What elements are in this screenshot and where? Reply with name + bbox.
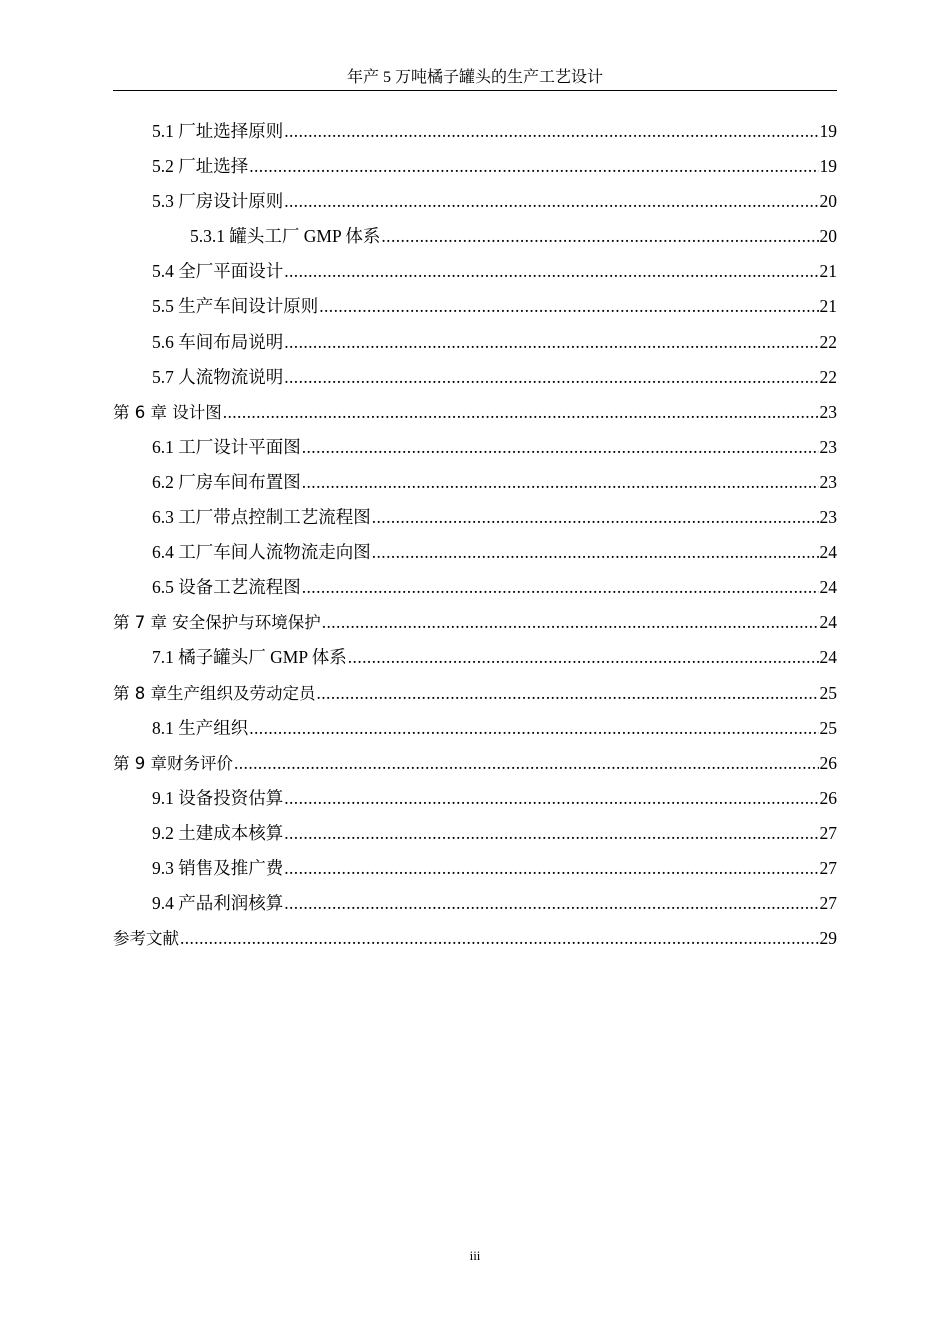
toc-section-entry[interactable] bbox=[113, 855, 837, 890]
toc-entry-label: 6.5 设备工艺流程图 bbox=[152, 577, 301, 598]
toc-section-entry[interactable] bbox=[113, 258, 837, 293]
toc-chapter-entry[interactable] bbox=[113, 750, 837, 785]
toc-dot-leader bbox=[180, 925, 819, 951]
toc-entry-label: 5.3.1 罐头工厂 GMP 体系 bbox=[190, 226, 381, 247]
toc-entry-label: 第 7 章 安全保护与环境保护 bbox=[113, 613, 321, 633]
toc-section-entry[interactable] bbox=[113, 820, 837, 855]
toc-entry-page: 29 bbox=[819, 928, 837, 949]
toc-entry-page: 19 bbox=[819, 121, 837, 141]
toc-entry-page: 24 bbox=[819, 647, 837, 668]
toc-entry-page: 20 bbox=[819, 226, 837, 247]
toc-dot-leader bbox=[302, 434, 819, 460]
toc-entry-page: 23 bbox=[819, 471, 837, 492]
toc-entry-page: 24 bbox=[819, 542, 837, 563]
toc-dot-leader bbox=[302, 469, 819, 495]
toc-dot-leader bbox=[249, 153, 818, 179]
toc-section-entry[interactable] bbox=[113, 890, 837, 925]
toc-chapter-entry[interactable] bbox=[113, 399, 837, 434]
toc-dot-leader bbox=[284, 188, 818, 214]
toc-section-entry[interactable] bbox=[113, 293, 837, 328]
toc-entry-label: 第 8 章生产组织及劳动定员 bbox=[113, 683, 316, 703]
toc-entry-page: 19 bbox=[819, 156, 837, 177]
toc-section-entry[interactable] bbox=[113, 715, 837, 750]
toc-entry-page: 23 bbox=[819, 507, 837, 528]
toc-entry-page: 23 bbox=[819, 401, 837, 422]
toc-entry-page: 26 bbox=[819, 787, 837, 808]
header-divider bbox=[113, 90, 837, 91]
toc-entry-label: 9.1 设备投资估算 bbox=[152, 787, 284, 808]
toc-entry-label: 5.5 生产车间设计原则 bbox=[152, 296, 319, 317]
toc-entry-label: 5.2 厂址选择 bbox=[152, 156, 249, 177]
toc-subsection-entry[interactable] bbox=[113, 223, 837, 258]
toc-entry-label: 6.2 厂房车间布置图 bbox=[152, 471, 301, 492]
toc-entry-label: 7.1 橘子罐头厂 GMP 体系 bbox=[152, 647, 347, 668]
toc-dot-leader bbox=[317, 680, 819, 706]
toc-dot-leader bbox=[284, 364, 818, 390]
toc-section-entry[interactable] bbox=[113, 574, 837, 609]
toc-chapter-entry[interactable] bbox=[113, 609, 837, 644]
toc-section-entry[interactable] bbox=[113, 504, 837, 539]
toc-entry-page: 27 bbox=[819, 857, 837, 878]
toc-entry-label: 9.3 销售及推广费 bbox=[152, 857, 284, 878]
toc-section-entry[interactable] bbox=[113, 644, 837, 679]
toc-entry-label: 6.3 工厂带点控制工艺流程图 bbox=[152, 507, 371, 528]
toc-entry-page: 26 bbox=[819, 752, 837, 773]
toc-entry-label: 9.4 产品利润核算 bbox=[152, 893, 284, 914]
toc-entry-label: 6.4 工厂车间人流物流走向图 bbox=[152, 542, 371, 563]
toc-dot-leader bbox=[319, 293, 818, 319]
toc-dot-leader bbox=[284, 890, 818, 916]
toc-section-entry[interactable] bbox=[113, 118, 837, 153]
running-header-title: 年产 5 万吨橘子罐头的生产工艺设计 bbox=[346, 69, 603, 86]
toc-entry-label: 5.3 厂房设计原则 bbox=[152, 191, 284, 212]
toc-entry-label: 参考文献 bbox=[113, 929, 179, 949]
toc-entry-page: 25 bbox=[819, 682, 837, 703]
toc-entry-label: 8.1 生产组织 bbox=[152, 717, 249, 738]
toc-dot-leader bbox=[372, 539, 819, 565]
toc-section-entry[interactable] bbox=[113, 153, 837, 188]
toc-section-entry[interactable] bbox=[113, 539, 837, 574]
toc-section-entry[interactable] bbox=[113, 434, 837, 469]
toc-entry-label: 6.1 工厂设计平面图 bbox=[152, 436, 301, 457]
toc-chapter-entry[interactable] bbox=[113, 925, 837, 960]
page-number: iii bbox=[469, 1248, 481, 1263]
toc-dot-leader bbox=[249, 715, 818, 741]
toc-dot-leader bbox=[381, 223, 818, 249]
toc-dot-leader bbox=[302, 574, 819, 600]
toc-entry-page: 24 bbox=[819, 577, 837, 598]
toc-entry-page: 27 bbox=[819, 893, 837, 914]
toc-section-entry[interactable] bbox=[113, 188, 837, 223]
toc-section-entry[interactable] bbox=[113, 364, 837, 399]
toc-section-entry[interactable] bbox=[113, 785, 837, 820]
toc-entry-label: 5.6 车间布局说明 bbox=[152, 331, 284, 352]
toc-dot-leader bbox=[223, 399, 819, 425]
toc-entry-page: 25 bbox=[819, 717, 837, 738]
toc-entry-page: 22 bbox=[819, 366, 837, 387]
toc-dot-leader bbox=[284, 118, 818, 144]
toc-section-entry[interactable] bbox=[113, 329, 837, 364]
toc-dot-leader bbox=[284, 258, 818, 284]
toc-entry-page: 24 bbox=[819, 612, 837, 633]
toc-chapter-entry[interactable] bbox=[113, 680, 837, 715]
toc-dot-leader bbox=[322, 609, 819, 635]
toc-entry-label: 9.2 土建成本核算 bbox=[152, 822, 284, 843]
toc-entry-page: 23 bbox=[819, 436, 837, 457]
toc-entry-page: 27 bbox=[819, 822, 837, 843]
toc-dot-leader bbox=[284, 855, 818, 881]
toc-entry-label: 5.7 人流物流说明 bbox=[152, 366, 284, 387]
toc-dot-leader bbox=[348, 644, 819, 670]
table-of-contents bbox=[113, 118, 837, 960]
toc-entry-label: 第 6 章 设计图 bbox=[113, 402, 222, 422]
toc-dot-leader bbox=[234, 750, 819, 776]
toc-entry-page: 21 bbox=[819, 261, 837, 282]
toc-section-entry[interactable] bbox=[113, 469, 837, 504]
toc-entry-label: 5.1 厂址选择原则 bbox=[152, 121, 284, 141]
toc-dot-leader bbox=[284, 820, 818, 846]
toc-entry-label: 第 9 章财务评价 bbox=[113, 753, 233, 773]
toc-entry-page: 22 bbox=[819, 331, 837, 352]
toc-entry-page: 20 bbox=[819, 191, 837, 212]
toc-dot-leader bbox=[372, 504, 819, 530]
toc-dot-leader bbox=[284, 329, 818, 355]
toc-entry-page: 21 bbox=[819, 296, 837, 317]
toc-entry-label: 5.4 全厂平面设计 bbox=[152, 261, 284, 282]
toc-dot-leader bbox=[284, 785, 818, 811]
